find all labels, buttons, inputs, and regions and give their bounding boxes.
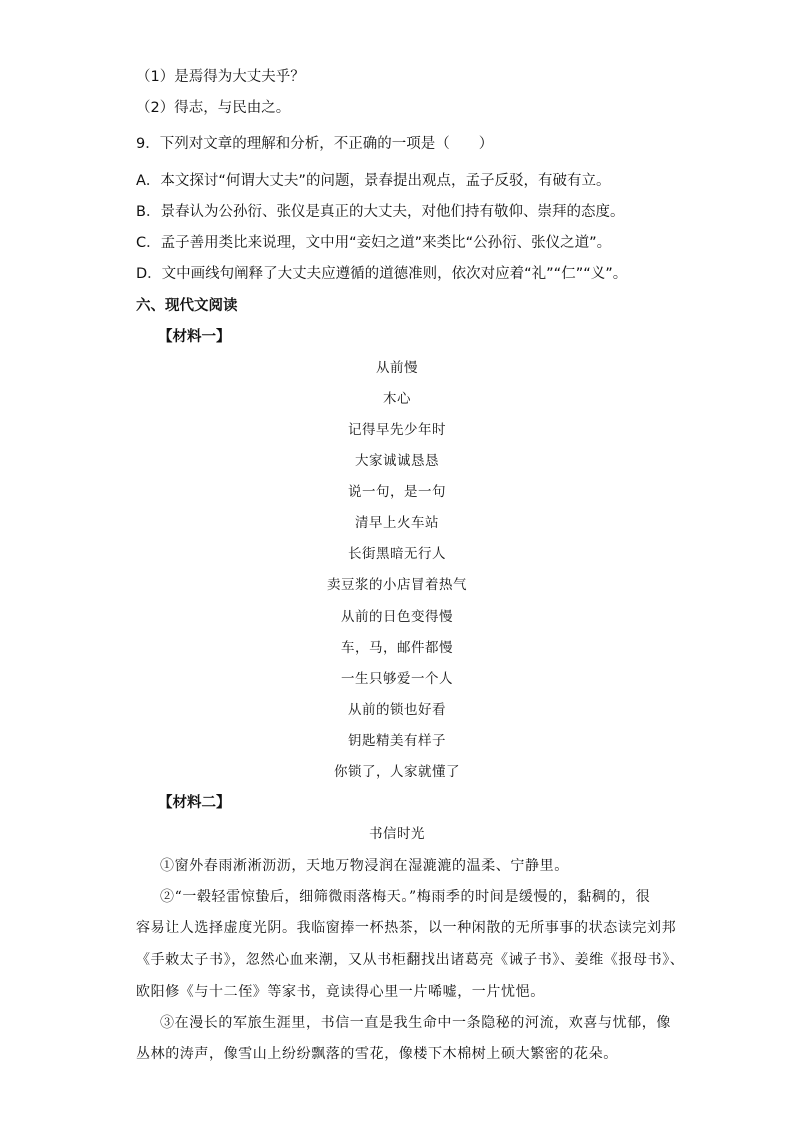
material-2-label: 【材料二】 [158,795,231,811]
paragraph-3-line: ③在漫长的军旅生涯里，书信一直是我生命中一条隐秘的河流，欢喜与忧郁，像 [160,1015,671,1031]
material-1-label: 【材料一】 [158,329,231,345]
option-b: B．景春认为公孙衍、张仪是真正的大丈夫，对他们持有敬仰、崇拜的态度。 [136,204,625,220]
essay-title: 书信时光 [369,826,425,842]
poem-line: 一生只够爱一个人 [341,671,453,687]
option-d: D．文中画线句阐释了大丈夫应遵循的道德准则，依次对应着“礼”“仁”“义”。 [136,266,628,282]
poem-title: 从前慢 [376,360,418,376]
poem-line: 你锁了，人家就懂了 [334,764,460,780]
paragraph-2-line: 欧阳修《与十二侄》等家书，竟读得心里一片唏嘘，一片忧悒。 [136,984,545,1000]
poem-line: 从前的锁也好看 [348,702,446,718]
paragraph-2-line: 《手敕太子书》，忽然心血来潮，又从书柜翻找出诸葛亮《诫子书》、姜维《报母书》、 [136,952,685,968]
section-heading: 六、现代文阅读 [136,298,238,314]
poem-line: 车，马，邮件都慢 [341,640,453,656]
poem-line: 清早上火车站 [355,515,439,531]
poem-line: 从前的日色变得慢 [341,609,453,625]
poem-line: 卖豆浆的小店冒着热气 [327,577,467,593]
answer-line-1: （1）是焉得为大丈夫乎？ [136,69,305,85]
question-9-stem: 9．下列对文章的理解和分析，不正确的一项是（ ） [136,136,494,152]
answer-line-2: （2）得志，与民由之。 [136,100,291,116]
paragraph-3-line: 丛林的涛声，像雪山上纷纷飘落的雪花，像楼下木棉树上硕大繁密的花朵。 [136,1046,618,1062]
poem-line: 记得早先少年时 [348,422,446,438]
paragraph-1-line: ①窗外春雨淅淅沥沥，天地万物浸润在湿漉漉的温柔、宁静里。 [160,858,569,874]
poem-line: 钥匙精美有样子 [348,733,446,749]
paragraph-2-line: ②“一毂轻雷惊蛰后，细筛微雨落梅天。”梅雨季的时间是缓慢的，黏稠的，很 [160,889,651,905]
paragraph-2-line: 容易让人选择虚度光阴。我临窗捧一杯热茶，以一种闲散的无所事事的状态读完刘邦 [136,920,677,936]
poem-line: 说一句，是一句 [348,484,446,500]
option-a: A．本文探讨“何谓大丈夫”的问题，景春提出观点，孟子反驳，有破有立。 [136,173,611,189]
option-c: C．孟子善用类比来说理，文中用“妾妇之道”来类比“公孙衍、张仪之道”。 [136,235,612,251]
poem-line: 大家诚诚恳恳 [355,453,439,469]
poem-author: 木心 [383,391,411,407]
poem-line: 长街黑暗无行人 [348,546,446,562]
